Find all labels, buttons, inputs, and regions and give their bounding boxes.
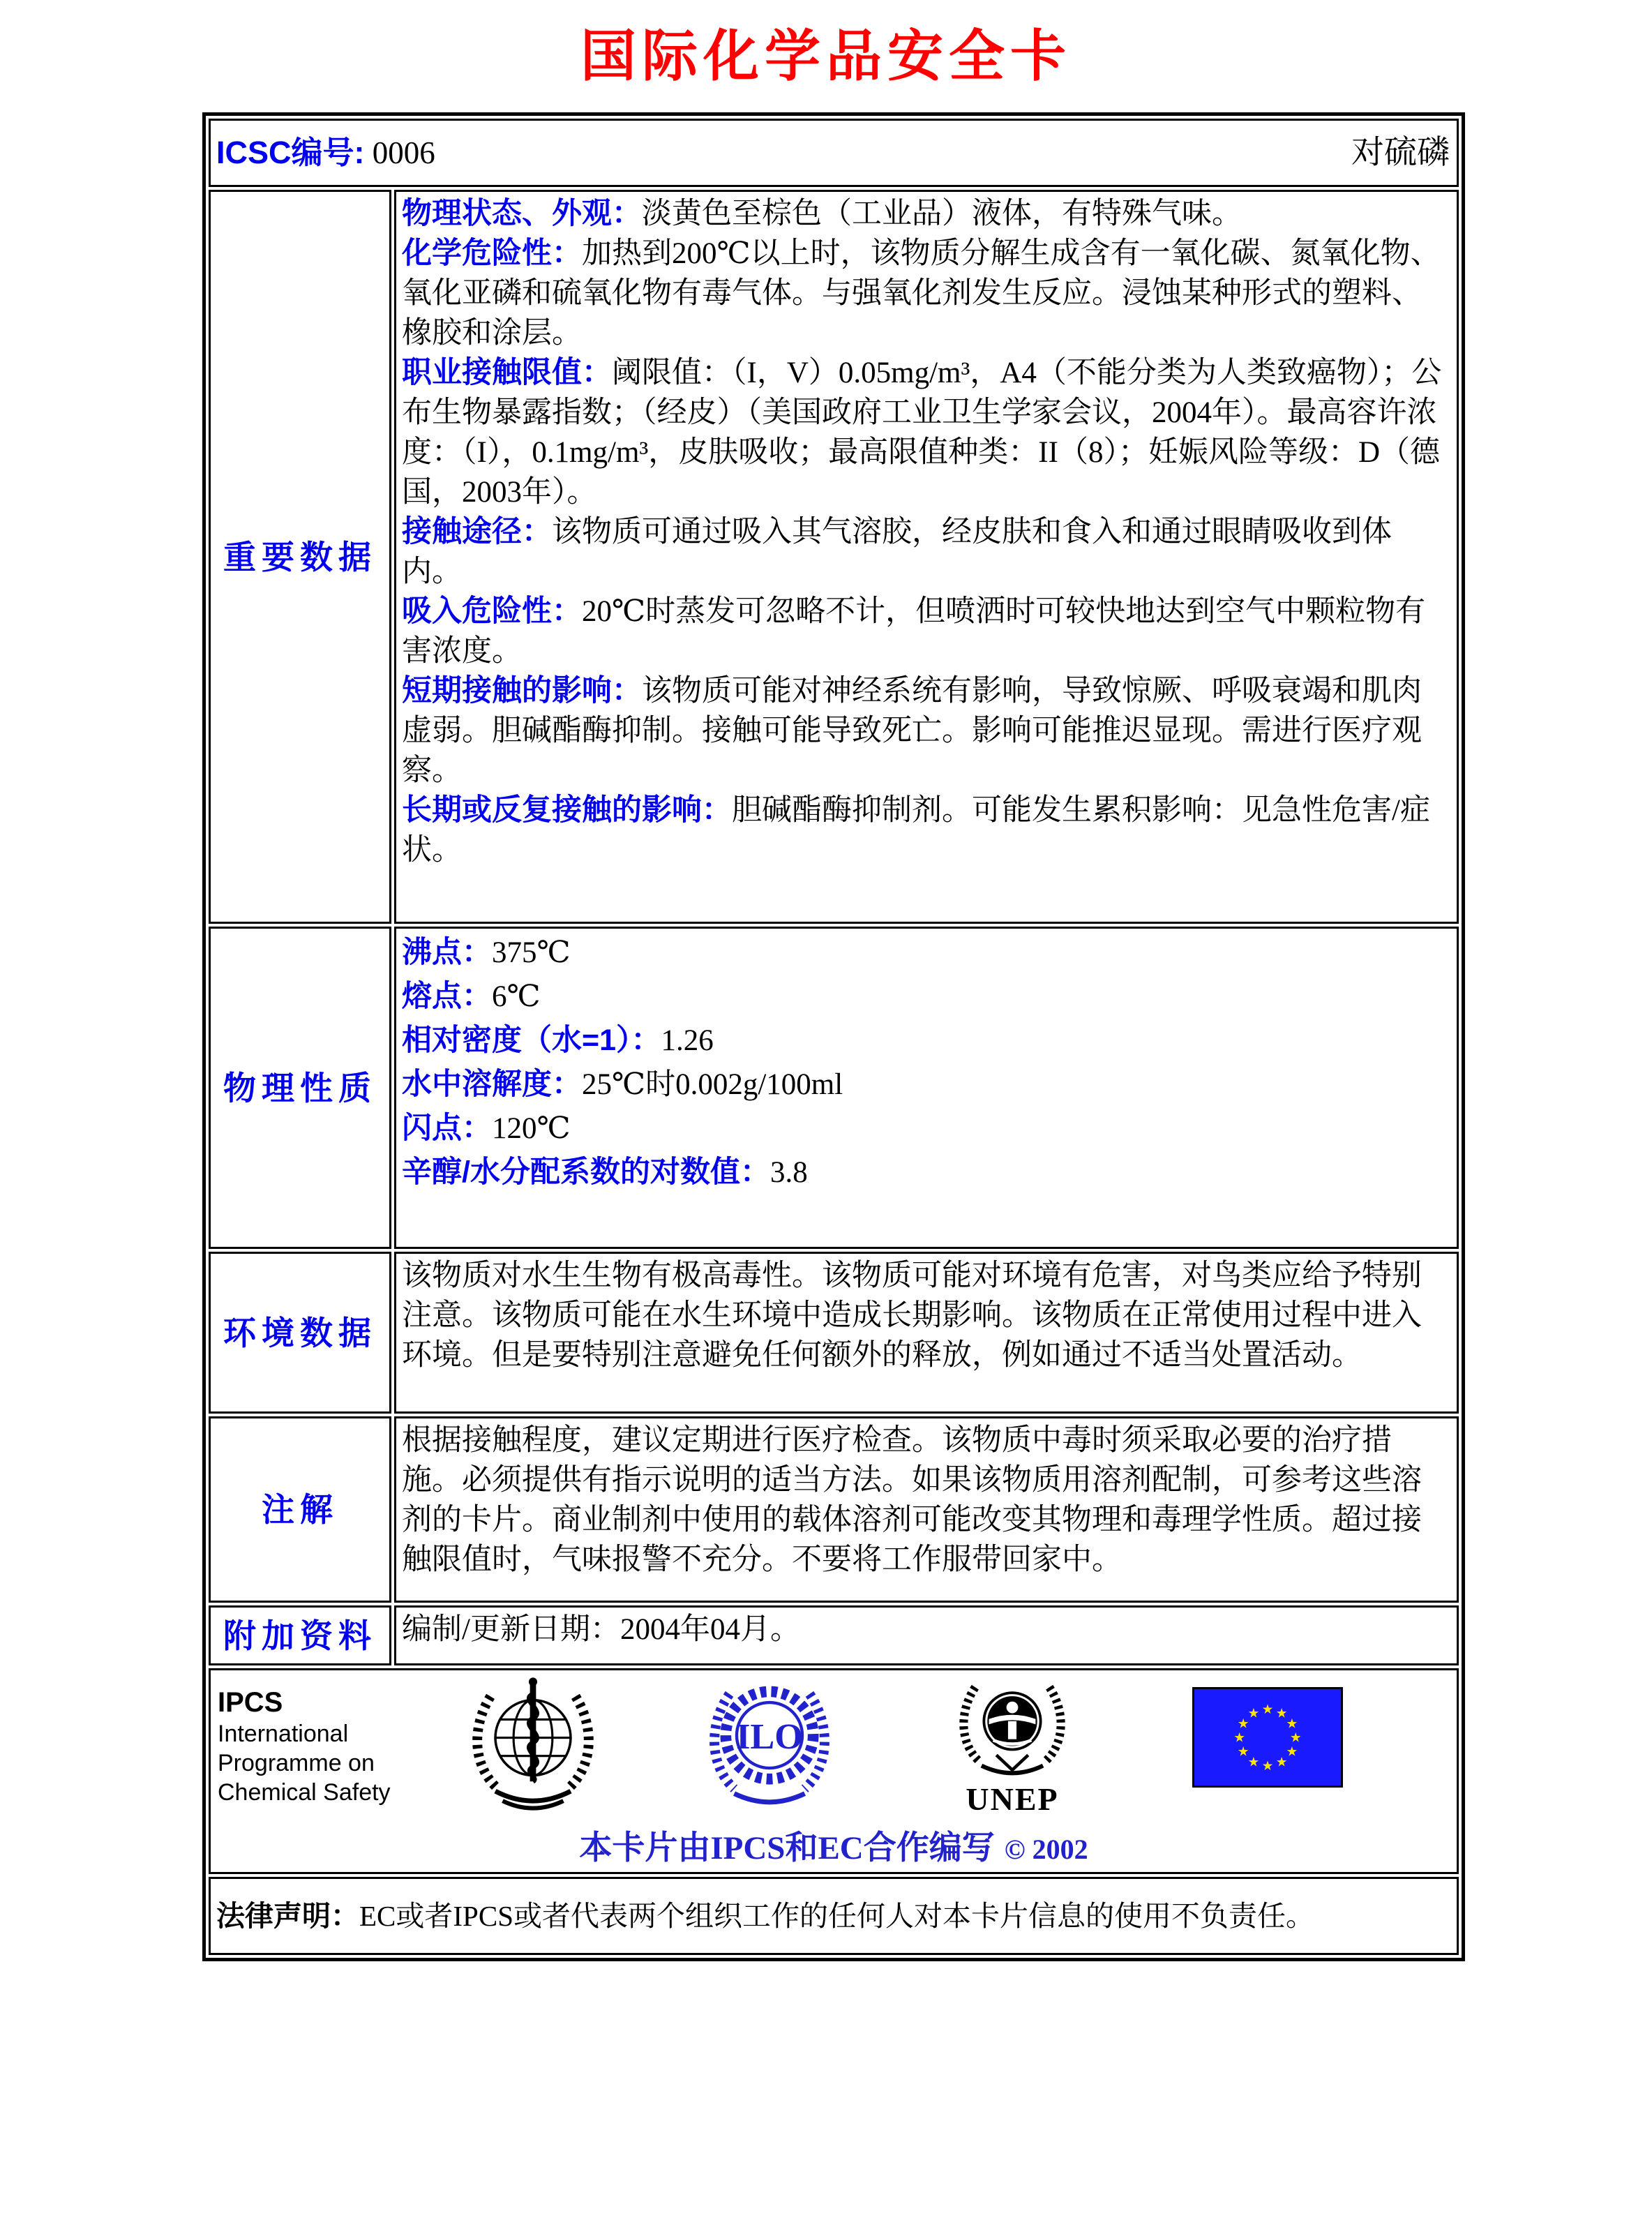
ipcs-line: International [218, 1721, 349, 1747]
entry-melting-point [402, 975, 1450, 1019]
card-header-cell [209, 119, 1459, 187]
header-row [209, 119, 1459, 187]
card-caption-row [218, 1830, 1450, 1868]
svg-text:★: ★ [1237, 1716, 1249, 1732]
entry-text: 1.26 [661, 1024, 714, 1057]
entry-text: 120℃ [492, 1112, 571, 1145]
svg-text:★: ★ [1237, 1744, 1249, 1760]
additional-info-content [394, 1605, 1459, 1665]
entry-text: 20℃时蒸发可忽略不计，但喷洒时可较快地达到空气中颗粒物有害浓度。 [402, 595, 1426, 668]
entry-text: 6℃ [492, 980, 541, 1013]
legal-text: EC或者IPCS或者代表两个组织工作的任何人对本卡片信息的使用不负责任。 [359, 1900, 1314, 1932]
entry-flash-point [402, 1107, 1450, 1151]
section-label-notes: 注解 [209, 1416, 391, 1603]
ipcs-text-block [218, 1686, 406, 1807]
svg-text:★: ★ [1286, 1744, 1298, 1760]
entry-partition-coefficient [402, 1151, 1450, 1194]
entry-text: 该物质可能对神经系统有影响，导致惊厥、呼吸衰竭和肌肉虚弱。胆碱酯酶抑制。接触可能导致死亡。影响可能推迟显现。需进行医疗观察。 [402, 675, 1422, 787]
svg-text:★: ★ [1261, 1758, 1274, 1774]
unep-label: UNEP [966, 1781, 1059, 1817]
entry-text: 阈限值：（I，V）0.05mg/m³，A4（不能分类为人类致癌物）；公布生物暴露指数；（经皮）（美国政府工业卫生学家会议，2004年）。最高容许浓度：（I），0.1mg/m³，皮肤吸收；最高限值种类：II（8）；妊娠风险等级：D（德国，2003年）。 [402, 357, 1442, 509]
important-data-row [209, 190, 1459, 924]
entry-term: 熔点： [402, 980, 492, 1013]
svg-text:★: ★ [1275, 1706, 1288, 1721]
entry-term: 吸入危险性： [402, 594, 582, 628]
entry-term: 长期或反复接触的影响： [402, 793, 732, 827]
ilo-logo-icon [703, 1675, 836, 1826]
entry-term: 沸点： [402, 936, 492, 969]
copyright-text: © 2002 [1004, 1834, 1088, 1865]
entry-inhalation-risk [402, 592, 1450, 671]
section-label-additional-info: 附加资料 [209, 1605, 391, 1665]
unep-logo-icon [953, 1675, 1072, 1785]
physical-properties-row [209, 927, 1459, 1249]
physical-properties-content [394, 927, 1459, 1249]
notes-content: 根据接触程度，建议定期进行医疗检查。该物质中毒时须采取必要的治疗措施。必须提供有指示说明的适当方法。如果该物质用溶剂配制，可参考这些溶剂的卡片。商业制剂中使用的载体溶剂可能改变其物理和毒理学性质。超过接触限值时，气味报警不充分。不要将工作服带回家中。 [394, 1416, 1459, 1603]
important-data-content [394, 190, 1459, 924]
entry-text: 375℃ [492, 936, 571, 969]
notes-row [209, 1416, 1459, 1603]
unep-logo-block [943, 1675, 1082, 1815]
icsc-number-value: 0006 [372, 135, 435, 170]
entry-term: 接触途径： [402, 515, 552, 548]
entry-term: 相对密度（水=1）： [402, 1024, 661, 1057]
entry-short-term-effects [402, 671, 1450, 791]
legal-cell [209, 1877, 1459, 1955]
cooperation-caption: 本卡片由IPCS和EC合作编写 [579, 1830, 995, 1866]
icsc-number-group [216, 133, 435, 173]
entry-term: 辛醇/水分配系数的对数值： [402, 1155, 770, 1189]
entry-term: 水中溶解度： [402, 1068, 582, 1101]
section-label-important-data: 重要数据 [209, 190, 391, 924]
ilo-monogram: ILO [736, 1716, 803, 1758]
update-date-term: 编制/更新日期： [402, 1613, 620, 1646]
who-logo-icon [466, 1675, 600, 1826]
entry-text: 该物质可通过吸入其气溶胶，经皮肤和食入和通过眼睛吸收到体内。 [402, 516, 1392, 588]
svg-text:★: ★ [1286, 1716, 1298, 1732]
entry-text: 胆碱酯酶抑制剂。可能发生累积影响：见急性危害/症状。 [402, 794, 1430, 867]
svg-text:★: ★ [1275, 1755, 1288, 1770]
svg-text:★: ★ [1289, 1730, 1302, 1746]
icsc-number-label: ICSC编号: [216, 135, 365, 170]
entry-term: 短期接触的影响： [402, 674, 642, 707]
additional-info-row [209, 1605, 1459, 1665]
svg-text:★: ★ [1247, 1706, 1260, 1721]
entry-occupational-limits [402, 353, 1450, 512]
entry-term: 职业接触限值： [402, 356, 612, 389]
eu-flag-icon [1192, 1687, 1343, 1798]
legal-row [209, 1877, 1459, 1955]
ipcs-line: Programme on [218, 1750, 375, 1776]
entry-text: 25℃时0.002g/100ml [582, 1068, 843, 1101]
section-label-physical-properties: 物理性质 [209, 927, 391, 1249]
entry-physical-state [402, 194, 1450, 234]
entry-chemical-danger [402, 234, 1450, 353]
page-title: 国际化学品安全卡 [580, 27, 1072, 88]
svg-text:★: ★ [1247, 1755, 1260, 1770]
update-date-value: 2004年04月。 [620, 1613, 800, 1646]
entry-term: 化学危险性： [402, 237, 582, 270]
entry-exposure-routes [402, 512, 1450, 592]
entry-term: 物理状态、外观： [402, 197, 642, 230]
entry-text: 加热到200℃以上时，该物质分解生成含有一氧化碳、氮氧化物、氧化亚磷和硫氧化物有毒气体。与强氧化剂发生反应。浸蚀某种形式的塑料、橡胶和涂层。 [402, 237, 1441, 350]
entry-long-term-effects [402, 791, 1450, 870]
environmental-data-row [209, 1252, 1459, 1414]
logos-row [218, 1675, 1450, 1826]
ipcs-line: Chemical Safety [218, 1779, 391, 1806]
icsc-card-table [202, 112, 1465, 1961]
entry-relative-density [402, 1019, 1450, 1063]
chemical-name: 对硫磷 [1351, 134, 1450, 171]
section-label-environmental-data: 环境数据 [209, 1252, 391, 1414]
entry-text: 淡黄色至棕色（工业品）液体，有特殊气味。 [642, 197, 1242, 230]
logos-row-tr [209, 1668, 1459, 1874]
svg-text:★: ★ [1233, 1730, 1246, 1746]
entry-boiling-point [402, 931, 1450, 975]
entry-term: 闪点： [402, 1111, 492, 1145]
entry-water-solubility [402, 1063, 1450, 1107]
legal-label: 法律声明： [216, 1900, 359, 1932]
environmental-data-content: 该物质对水生生物有极高毒性。该物质可能对环境有危害，对鸟类应给予特别注意。该物质可能在水生环境中造成长期影响。该物质在正常使用过程中进入环境。但是要特别注意避免任何额外的释放，例如通过不适当处置活动。 [394, 1252, 1459, 1414]
ipcs-acronym: IPCS [218, 1687, 283, 1718]
svg-text:★: ★ [1261, 1702, 1274, 1718]
entry-text: 3.8 [769, 1156, 808, 1189]
logos-cell [209, 1668, 1459, 1874]
